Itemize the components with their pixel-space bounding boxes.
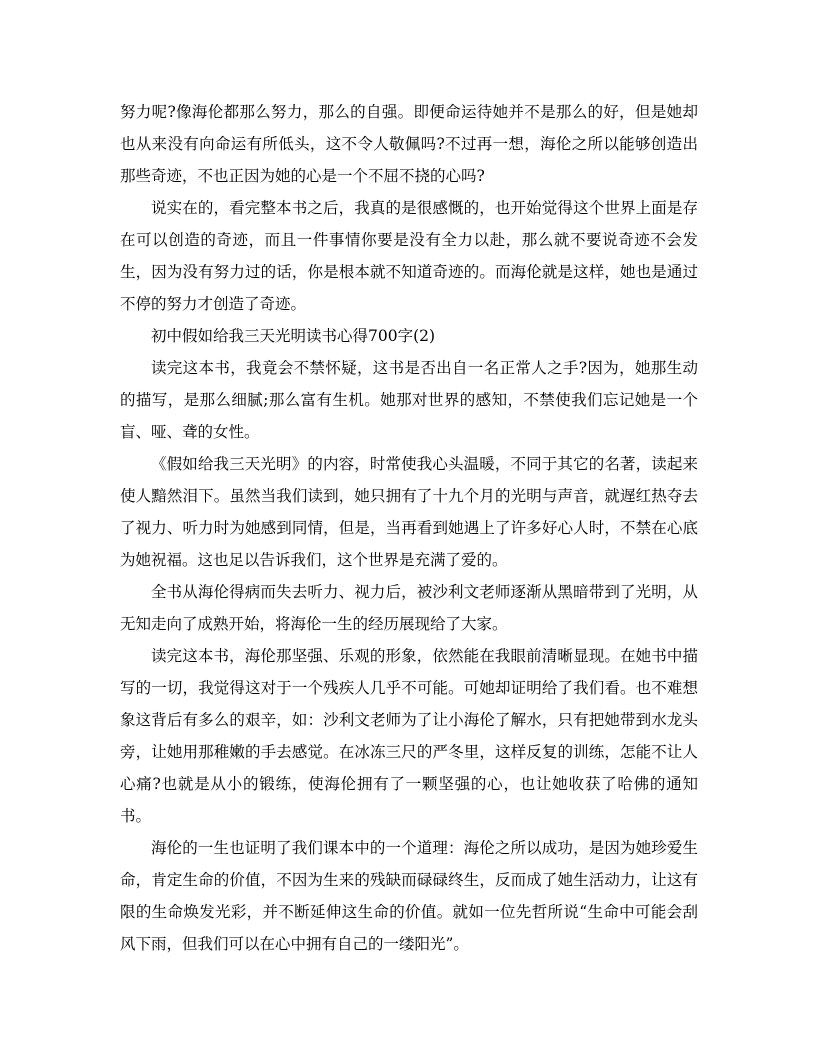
paragraph-continuation: 努力呢?像海伦都那么努力，那么的自强。即便命运待她并不是那么的好，但是她却也从来没有向命运有所低头，这不令人敬佩吗?不过再一想，海伦之所以能够创造出那些奇迹，不也正因为她的心是一个不屈不挠的心吗? [120,103,698,185]
document-page [120,96,698,960]
paragraph: 海伦的一生也证明了我们课本中的一个道理：海伦之所以成功，是因为她珍爱生命，肯定生命的价值，不因为生来的残缺而碌碌终生，反而成了她生活动力，让这有限的生命焕发光彩，并不断延伸这生命的价值。就如一位先哲所说“生命中可能会刮风下雨，但我们可以在心中拥有自己的一缕阳光”。 [120,839,698,953]
paragraph: 全书从海伦得病而失去听力、视力后，被沙利文老师逐渐从黑暗带到了光明，从无知走向了成熟开始，将海伦一生的经历展现给了大家。 [120,583,698,633]
section-title: 初中假如给我三天光明读书心得700字(2) [151,327,436,345]
paragraph: 读完这本书，我竟会不禁怀疑，这书是否出自一名正常人之手?因为，她那生动的描写，是那么细腻;那么富有生机。她那对世界的感知，不禁使我们忘记她是一个盲、哑、聋的女性。 [120,359,698,441]
paragraph: 《假如给我三天光明》的内容，时常使我心头温暖，不同于其它的名著，读起来使人黯然泪下。虽然当我们读到，她只拥有了十九个月的光明与声音，就遅红热夺去了视力、听力时为她感到同情，但是，当再看到她遇上了许多好心人时，不禁在心底为她祝福。这也足以告诉我们，这个世界是充满了爱的。 [120,455,698,569]
paragraph: 读完这本书，海伦那坚强、乐观的形象，依然能在我眼前清晰显现。在她书中描写的一切，我觉得这对于一个残疾人几乎不可能。可她却证明给了我们看。也不难想象这背后有多么的艰辛，如：沙利文老师为了让小海伦了解水，只有把她带到水龙头旁，让她用那稚嫩的手去感觉。在冰冻三尺的严冬里，这样反复的训练，怎能不让人心痛?也就是从小的锻练，使海伦拥有了一颗坚强的心，也让她收获了哈佛的通知书。 [120,647,698,825]
paragraph: 说实在的，看完整本书之后，我真的是很感慨的，也开始觉得这个世界上面是存在可以创造的奇迹，而且一件事情你要是没有全力以赴，那么就不要说奇迹不会发生，因为没有努力过的话，你是根本就不知道奇迹的。而海伦就是这样，她也是通过不停的努力才创造了奇迹。 [120,199,698,313]
